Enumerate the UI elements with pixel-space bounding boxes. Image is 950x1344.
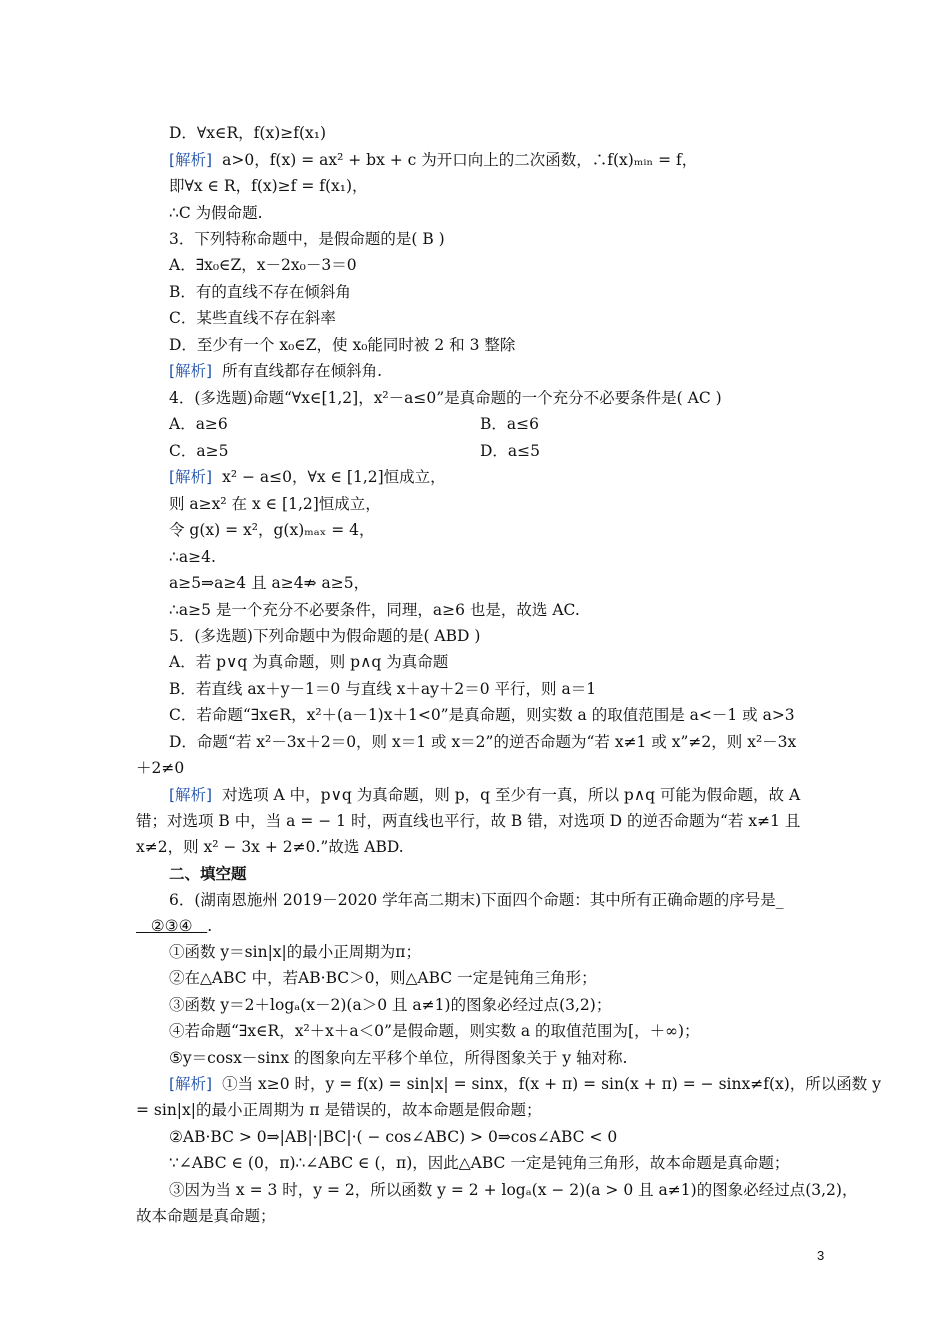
analysis-line: ③因为当 x = 3 时，y = 2，所以函数 y = 2 + logₐ(x − 2)(a > 0 且 a≠1)的图象必经过点(3,2)， bbox=[169, 1181, 858, 1199]
analysis-line: a≥5⇒a≥4 且 a≥4⇏ a≥5， bbox=[169, 574, 370, 592]
option-d-q5-cont: ＋2≠0 bbox=[136, 759, 185, 777]
statement-4: ④若命题“∃x∈R，x²＋x＋a＜0”是假命题，则实数 a 的取值范围为[，＋∞)； bbox=[169, 1022, 700, 1040]
analysis-line: x≠2，则 x² − 3x + 2≠0.”故选 ABD. bbox=[136, 838, 404, 856]
analysis-q2: [解析] a>0，f(x) = ax² + bx + c 为开口向上的二次函数，∴f(x)ₘᵢₙ = f， bbox=[169, 151, 698, 169]
question-6: 6．(湖南恩施州 2019－2020 学年高二期末)下面四个命题：其中所有正确命题的序号是_ bbox=[169, 891, 784, 909]
option-a-q4: A．a≥6 bbox=[169, 415, 228, 433]
question-3: 3．下列特称命题中，是假命题的是( B ) bbox=[169, 230, 445, 248]
option-d-q4: D．a≤5 bbox=[480, 442, 541, 460]
analysis-tag: [解析] bbox=[169, 151, 213, 169]
analysis-q4: [解析] x² − a≤0，∀x ∈ [1,2]恒成立， bbox=[169, 468, 446, 486]
question-4: 4．(多选题)命题“∀x∈[1,2]，x²－a≤0”是真命题的一个充分不必要条件是( AC ) bbox=[169, 389, 722, 407]
analysis-q3: [解析] 所有直线都存在倾斜角. bbox=[169, 362, 383, 380]
answer-q6: ②③④ . bbox=[150, 917, 213, 935]
page-number: 3 bbox=[817, 1248, 825, 1263]
analysis-line: ∴C 为假命题. bbox=[169, 204, 263, 222]
statement-1: ①函数 y＝sin|x|的最小正周期为π； bbox=[169, 943, 421, 961]
option-b-q5: B．若直线 ax＋y－1＝0 与直线 x＋ay＋2＝0 平行，则 a＝1 bbox=[169, 680, 597, 698]
option-c-q5: C．若命题“∃x∈R，x²＋(a－1)x＋1<0”是真命题，则实数 a 的取值范围是 a<－1 或 a>3 bbox=[169, 706, 795, 724]
option-d-q5: D．命题“若 x²－3x＋2＝0，则 x＝1 或 x＝2”的逆否命题为“若 x≠1 或 x”≠2，则 x²－3x bbox=[169, 733, 797, 751]
analysis-line: ∴a≥5 是一个充分不必要条件，同理，a≥6 也是，故选 AC. bbox=[169, 601, 580, 619]
question-5: 5．(多选题)下列命题中为假命题的是( ABD ) bbox=[169, 627, 481, 645]
analysis-line: 即∀x ∈ R，f(x)≥f = f(x₁)， bbox=[169, 177, 368, 195]
section-heading: 二、填空题 bbox=[169, 865, 247, 883]
analysis-line: ②AB·BC > 0⇒|AB|·|BC|·( − cos∠ABC) > 0⇒cos∠ABC < 0 bbox=[169, 1128, 618, 1146]
statement-3: ③函数 y＝2＋logₐ(x－2)(a＞0 且 a≠1)的图象必经过点(3,2)； bbox=[169, 996, 612, 1014]
analysis-line: ∵∠ABC ∈ (0，π)∴∠ABC ∈ (，π)，因此△ABC 一定是钝角三角形，故本命题是真命题； bbox=[169, 1154, 790, 1172]
option-d-q3: D．至少有一个 x₀∈Z，使 x₀能同时被 2 和 3 整除 bbox=[169, 336, 516, 354]
analysis-line: 故本命题是真命题； bbox=[136, 1207, 276, 1225]
option-a-q5: A．若 p∨q 为真命题，则 p∧q 为真命题 bbox=[169, 653, 449, 671]
analysis-line: 则 a≥x² 在 x ∈ [1,2]恒成立， bbox=[169, 495, 381, 513]
option-b-q3: B．有的直线不存在倾斜角 bbox=[169, 283, 351, 301]
analysis-q5: [解析] 对选项 A 中，p∨q 为真命题，则 p，q 至少有一真，所以 p∧q 可能为假命题，故 A bbox=[169, 786, 801, 804]
analysis-tag: [解析] bbox=[169, 1075, 213, 1093]
analysis-tag: [解析] bbox=[169, 786, 213, 804]
option-c-q4: C．a≥5 bbox=[169, 442, 229, 460]
option-d-q2: D．∀x∈R，f(x)≥f(x₁) bbox=[169, 124, 327, 142]
analysis-line: 令 g(x) = x²，g(x)ₘₐₓ = 4， bbox=[169, 521, 375, 539]
option-c-q3: C．某些直线不存在斜率 bbox=[169, 309, 336, 327]
analysis-line: ∴a≥4. bbox=[169, 548, 216, 566]
analysis-line: 错；对选项 B 中，当 a = − 1 时，两直线也平行，故 B 错，对选项 D 的逆否命题为“若 x≠1 且 bbox=[136, 812, 801, 830]
statement-2: ②在△ABC 中，若AB·BC＞0，则△ABC 一定是钝角三角形； bbox=[169, 969, 597, 987]
analysis-tag: [解析] bbox=[169, 362, 213, 380]
analysis-q6: [解析] ①当 x≥0 时，y = f(x) = sin|x| = sinx，f(x + π) = sin(x + π) = − sinx≠f(x)，所以函数 y bbox=[169, 1075, 881, 1093]
option-b-q4: B．a≤6 bbox=[480, 415, 539, 433]
option-a-q3: A．∃x₀∈Z，x－2x₀－3＝0 bbox=[169, 256, 357, 274]
statement-5: ⑤y＝cosx－sinx 的图象向左平移个单位，所得图象关于 y 轴对称. bbox=[169, 1049, 628, 1067]
analysis-tag: [解析] bbox=[169, 468, 213, 486]
analysis-line: = sin|x|的最小正周期为 π 是错误的，故本命题是假命题； bbox=[136, 1101, 542, 1119]
